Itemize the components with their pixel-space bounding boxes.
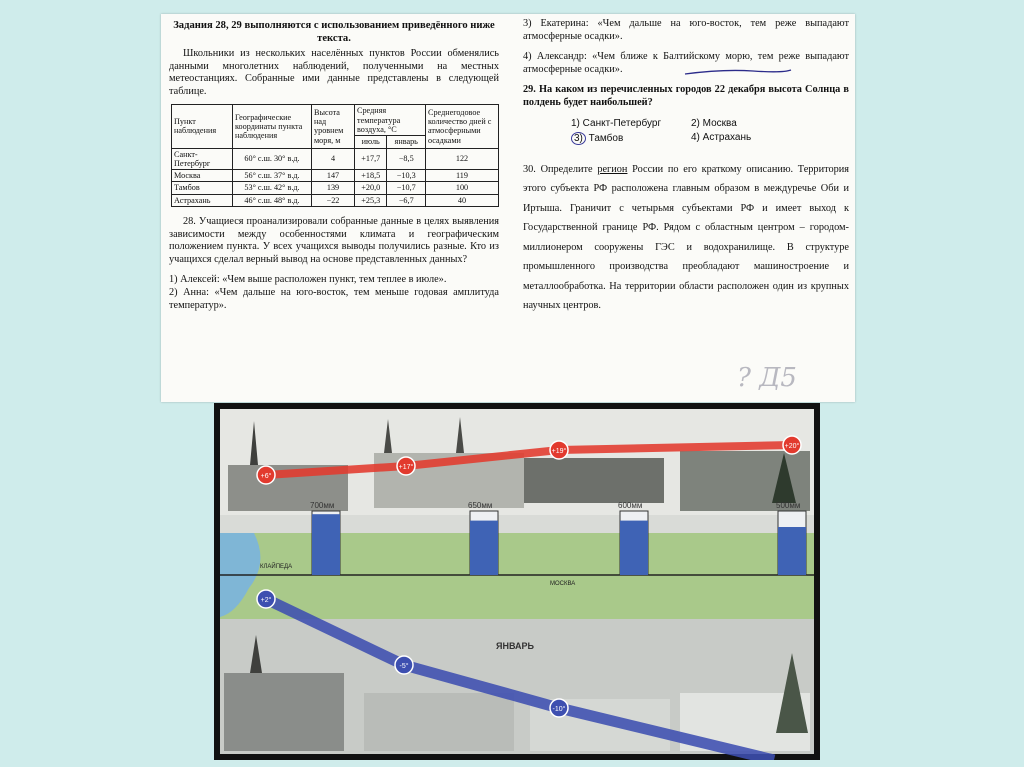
table-cell: +18,5 bbox=[355, 170, 387, 182]
table-cell: 119 bbox=[426, 170, 499, 182]
q30-text-rest: России по его краткому описанию. Территория этого субъекта РФ расположена главным образом в междуречье Оби и Иртыша. Граничит с четырьмя субъектами РФ и имеет выход к Государственной границе РФ. Рядом с областным центром – городом-миллионером сооружены ГЭС и водохранилище. В структуре промышленного производства преобладают машиностроение и металлообработка. На территории области расположен один из крупных научных центров. bbox=[523, 163, 849, 312]
table-header-cell: Средняя температура воздуха, °С bbox=[355, 105, 426, 136]
table-cell: −22 bbox=[312, 194, 355, 206]
city-photo-3 bbox=[524, 458, 664, 503]
question-30 bbox=[523, 160, 849, 316]
table-cell: 53° с.ш. 42° в.д. bbox=[233, 182, 312, 194]
precip-label: 600мм bbox=[618, 501, 643, 510]
climate-poster-photo bbox=[214, 403, 820, 760]
table-cell: +17,7 bbox=[355, 148, 387, 170]
table-cell: +20,0 bbox=[355, 182, 387, 194]
table-header-cell: Пункт наблюдения bbox=[172, 105, 233, 148]
q30-underlined-word: регион bbox=[597, 163, 628, 175]
winter-city-photo-1 bbox=[224, 673, 344, 751]
precip-gauge-fill bbox=[778, 527, 806, 575]
worksheet-left-column bbox=[169, 20, 499, 312]
table-row bbox=[172, 170, 499, 182]
table-cell: Москва bbox=[172, 170, 233, 182]
handwritten-circle-mark: 3) bbox=[571, 132, 586, 145]
table-cell: −6,7 bbox=[387, 194, 426, 206]
table-header-cell: Среднегодовое количество дней с атмосферными осадками bbox=[426, 105, 499, 148]
table-cell: +25,3 bbox=[355, 194, 387, 206]
table-subheader-cell: июль bbox=[355, 136, 387, 148]
poster-illustration bbox=[214, 403, 820, 760]
table-header-cell: Географические координаты пункта наблюдения bbox=[233, 105, 312, 148]
table-cell: 122 bbox=[426, 148, 499, 170]
temperature-label: +20° bbox=[784, 443, 800, 450]
q28-option-3: 3) Екатерина: «Чем дальше на юго-восток, тем реже выпадают атмосферные осадки». bbox=[523, 18, 849, 42]
question-29: 29. На каком из перечисленных городов 22 декабря высота Солнца в полдень будет наибольшей? bbox=[523, 84, 849, 108]
table-cell: 60° с.ш. 30° в.д. bbox=[233, 148, 312, 170]
table-cell: 40 bbox=[426, 194, 499, 206]
precip-label: 500мм bbox=[776, 501, 801, 510]
q29-option-4: 4) Астрахань bbox=[691, 132, 752, 144]
table-cell: 4 bbox=[312, 148, 355, 170]
climate-table bbox=[171, 104, 499, 207]
q28-option-2: 2) Анна: «Чем дальше на юго-восток, тем меньше годовая амплитуда температур». bbox=[169, 287, 499, 311]
table-cell: −8,5 bbox=[387, 148, 426, 170]
table-row bbox=[172, 148, 499, 170]
worksheet-page bbox=[161, 14, 855, 402]
q28-option-1: 1) Алексей: «Чем выше расположен пункт, тем теплее в июле». bbox=[169, 274, 447, 286]
temperature-label: -5° bbox=[399, 663, 409, 670]
precip-label: 650мм bbox=[468, 501, 493, 510]
q28-option-4: 4) Александр: «Чем ближе к Балтийскому морю, тем реже выпадают атмосферные осадки». bbox=[523, 51, 849, 75]
table-cell: 139 bbox=[312, 182, 355, 194]
temperature-label: -10° bbox=[552, 706, 566, 713]
table-cell: 56° с.ш. 37° в.д. bbox=[233, 170, 312, 182]
table-row bbox=[172, 182, 499, 194]
temperature-label: +19° bbox=[551, 448, 567, 455]
handwritten-underline bbox=[683, 65, 793, 79]
precip-gauge-fill bbox=[470, 521, 498, 575]
table-cell: Санкт-Петербург bbox=[172, 148, 233, 170]
temperature-label: +6° bbox=[260, 473, 272, 480]
table-row bbox=[172, 194, 499, 206]
map-strip bbox=[220, 533, 814, 619]
map-label-2: МОСКВА bbox=[550, 581, 576, 587]
handwritten-note bbox=[733, 358, 843, 394]
q29-option-3-city: Тамбов bbox=[585, 133, 624, 145]
table-cell: Тамбов bbox=[172, 182, 233, 194]
q29-options bbox=[571, 118, 849, 146]
handwritten-note-text: ? Д5 bbox=[737, 363, 797, 393]
temperature-label: +17° bbox=[398, 464, 414, 471]
table-subheader-cell: январь bbox=[387, 136, 426, 148]
table-cell: 100 bbox=[426, 182, 499, 194]
table-cell: −10,3 bbox=[387, 170, 426, 182]
intro-text: Школьники из нескольких населённых пунктов России обменялись данными многолетних наблюдений, полученными на местных метеостанциях. Собранные ими данные представлены в следующей таблице. bbox=[169, 48, 499, 97]
map-label-1: КЛАЙПЕДА bbox=[260, 564, 293, 570]
winter-city-photo-2 bbox=[364, 693, 514, 751]
q29-option-2: 2) Москва bbox=[691, 117, 737, 129]
worksheet-right-column bbox=[523, 18, 849, 393]
table-cell: Астрахань bbox=[172, 194, 233, 206]
table-cell: 147 bbox=[312, 170, 355, 182]
season-label: ЯНВАРЬ bbox=[496, 641, 534, 651]
worksheet-title: Задания 28, 29 выполняются с использованием приведённого ниже текста. bbox=[173, 20, 495, 44]
table-cell: −10,7 bbox=[387, 182, 426, 194]
table-header-cell: Высота над уровнем моря, м bbox=[312, 105, 355, 148]
precip-gauge-fill bbox=[620, 521, 648, 575]
q30-text-start: 30. Определите bbox=[523, 163, 598, 175]
table-header-row bbox=[172, 105, 499, 136]
question-28: 28. Учащиеся проанализировали собранные данные в целях выявления зависимости между особенностями климата и географическим положением пункта. У всех учащихся выводы получились разные. Кто из учащихся сделал верный вывод на основе представленных данных? bbox=[169, 216, 499, 265]
precip-gauge-fill bbox=[312, 514, 340, 575]
q29-option-1: 1) Санкт-Петербург bbox=[571, 117, 662, 129]
table-cell: 46° с.ш. 48° в.д. bbox=[233, 194, 312, 206]
q29-option-3 bbox=[571, 132, 691, 146]
precip-label: 700мм bbox=[310, 501, 335, 510]
temperature-label: +2° bbox=[260, 597, 272, 604]
